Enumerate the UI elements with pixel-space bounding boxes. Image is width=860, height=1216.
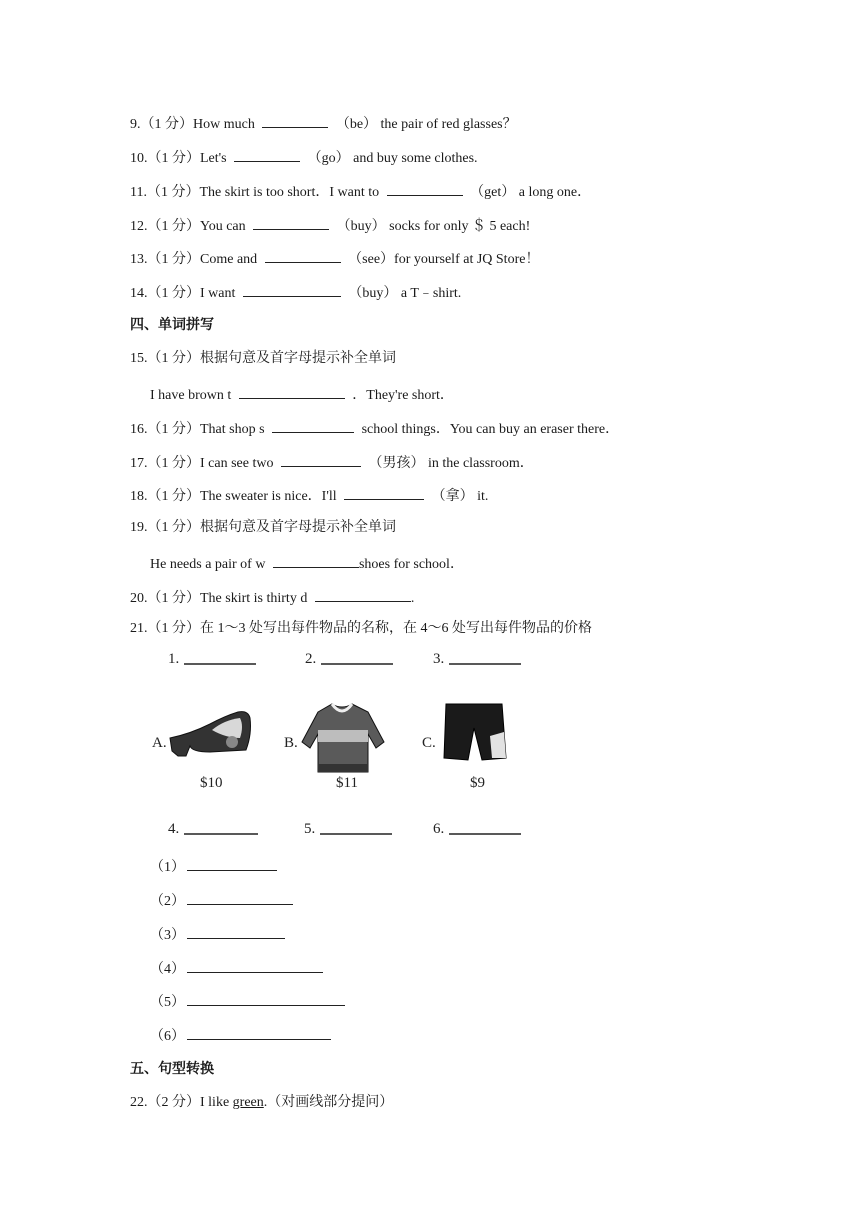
question-19-sentence: He needs a pair of w shoes for school． xyxy=(150,553,464,574)
answer-blank[interactable] xyxy=(187,991,345,1006)
question-21: 21.（1 分）在 1～3 处写出每件物品的名称，在 4～6 处写出每件物品的价格 xyxy=(130,621,592,636)
question-13: 13.（1 分）Come and （see）for yourself at JQ Store！ xyxy=(130,248,539,269)
answer-blank[interactable] xyxy=(273,553,359,568)
question-10: 10.（1 分）Let's （go） and buy some clothes. xyxy=(130,147,478,168)
sweater-icon xyxy=(302,704,384,772)
question-22: 22.（2 分）I like green.（对画线部分提问） xyxy=(130,1095,394,1110)
question-9: 9.（1 分）How much （be） the pair of red glasses？ xyxy=(130,113,517,134)
section-heading-four: 四、单词拼写 xyxy=(130,317,214,333)
picture-label-6: 6. xyxy=(433,821,445,837)
answer-blank[interactable] xyxy=(262,113,328,128)
sub-answer-1: （1） xyxy=(150,856,281,877)
answer-blank[interactable] xyxy=(239,384,345,399)
picture-label-1: 1. xyxy=(168,651,180,667)
clothing-price-picture xyxy=(150,646,530,841)
price-c: $9 xyxy=(470,775,485,791)
answer-blank[interactable] xyxy=(187,924,285,939)
item-letter-c: C. xyxy=(422,735,436,751)
answer-blank[interactable] xyxy=(187,958,323,973)
answer-blank[interactable] xyxy=(344,485,424,500)
question-18: 18.（1 分）The sweater is nice．I'll （拿） it. xyxy=(130,485,488,506)
sub-answer-4: （4） xyxy=(150,958,327,979)
sub-answer-6: （6） xyxy=(150,1025,335,1046)
question-19: 19.（1 分）根据句意及首字母提示补全单词 xyxy=(130,520,396,535)
answer-blank[interactable] xyxy=(315,587,411,602)
question-16: 16.（1 分）That shop s school things．You can buy an eraser there． xyxy=(130,418,619,439)
answer-blank[interactable] xyxy=(187,890,293,905)
sub-answer-5: （5） xyxy=(150,991,349,1012)
sub-answer-2: （2） xyxy=(150,890,297,911)
answer-blank[interactable] xyxy=(187,1025,331,1040)
picture-label-5: 5. xyxy=(304,821,316,837)
answer-blank[interactable] xyxy=(243,282,341,297)
question-12: 12.（1 分）You can （buy） socks for only ＄ 5 each! xyxy=(130,215,530,236)
answer-blank[interactable] xyxy=(387,181,463,196)
item-letter-b: B. xyxy=(284,735,298,751)
price-b: $11 xyxy=(336,775,358,791)
picture-label-3: 3. xyxy=(433,651,445,667)
question-11: 11.（1 分）The skirt is too short．I want to （get） a long one． xyxy=(130,181,591,202)
answer-blank[interactable] xyxy=(234,147,300,162)
sub-answer-3: （3） xyxy=(150,924,289,945)
answer-blank[interactable] xyxy=(272,418,354,433)
underlined-word: green xyxy=(232,1095,264,1110)
answer-blank[interactable] xyxy=(265,248,341,263)
question-20: 20.（1 分）The skirt is thirty d . xyxy=(130,587,414,608)
picture-label-2: 2. xyxy=(305,651,317,667)
answer-blank[interactable] xyxy=(281,452,361,467)
picture-label-4: 4. xyxy=(168,821,180,837)
shorts-icon xyxy=(444,704,506,760)
question-14: 14.（1 分）I want （buy） a T﹣shirt. xyxy=(130,282,461,303)
item-letter-a: A. xyxy=(152,735,167,751)
answer-blank[interactable] xyxy=(253,215,329,230)
shoe-icon xyxy=(170,712,251,756)
question-17: 17.（1 分）I can see two （男孩） in the classroom． xyxy=(130,452,534,473)
question-15-sentence: I have brown t ．They're short． xyxy=(150,384,454,405)
price-a: $10 xyxy=(200,775,223,791)
section-heading-five: 五、句型转换 xyxy=(130,1061,214,1077)
answer-blank[interactable] xyxy=(187,856,277,871)
question-15: 15.（1 分）根据句意及首字母提示补全单词 xyxy=(130,351,396,366)
